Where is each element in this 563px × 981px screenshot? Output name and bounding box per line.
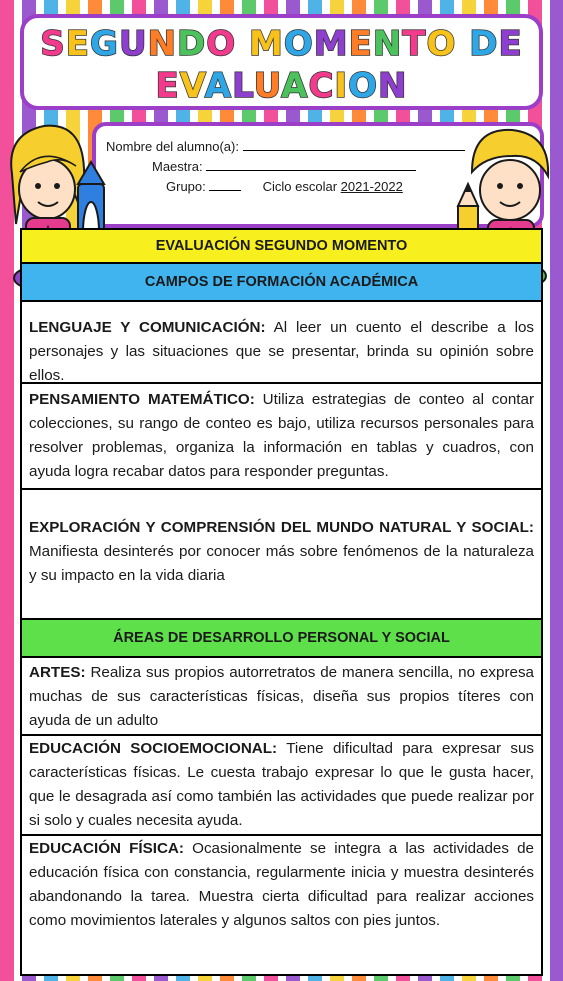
field-text: Al leer un cuento el describe a los personajes y las situaciones que se presentar, brinda su opinión sobre ellos. — [29, 319, 534, 384]
personal-area-socioemotional — [22, 736, 541, 836]
field-label: EXPLORACIÓN Y COMPRENSIÓN DEL MUNDO NATURAL Y SOCIAL: — [29, 519, 534, 536]
name-field[interactable] — [243, 138, 465, 151]
area-label: ARTES: — [29, 664, 86, 681]
teacher-field[interactable] — [206, 158, 416, 171]
cycle-label: Ciclo escolar — [262, 179, 338, 194]
academic-field-exploration — [22, 490, 541, 620]
title-line-1: SEGUNDO MOMENTO DE — [40, 24, 523, 64]
evaluation-card — [20, 228, 543, 976]
personal-area-arts — [22, 658, 541, 736]
cycle-value: 2021-2022 — [340, 179, 403, 194]
field-text: Manifiesta desinterés por conocer más sobre fenómenos de la naturaleza y su impacto en la vida diaria — [29, 543, 534, 584]
area-label: EDUCACIÓN SOCIOEMOCIONAL: — [29, 740, 278, 757]
teacher-label: Maestra: — [152, 159, 203, 174]
field-text: Utiliza estrategias de conteo al contar colecciones, su rango de conteo es bajo, utiliza recursos personales para resolver problemas, organiza la información en tablas y cuadros, con ayuda logra recabar datos para responder preguntas. — [29, 391, 535, 480]
name-label: Nombre del alumno(a): — [106, 139, 239, 154]
field-label: LENGUAJE Y COMUNICACIÓN: — [29, 319, 266, 336]
evaluation-header: EVALUACIÓN SEGUNDO MOMENTO — [22, 230, 541, 264]
personal-area-physical — [22, 836, 541, 937]
title-banner — [20, 14, 543, 110]
group-label: Grupo: — [166, 179, 206, 194]
personal-header: ÁREAS DE DESARROLLO PERSONAL Y SOCIAL — [22, 620, 541, 658]
group-field[interactable] — [209, 178, 241, 191]
area-text: Ocasionalmente se integra a las actividades de educación física con constancia, regularmente inicia y muestra desinterés abandonando la tarea. Muestra cierta dificultad para realizar acciones como movimientos laterales y algunos saltos con pies juntos. — [29, 840, 534, 929]
field-label: PENSAMIENTO MATEMÁTICO: — [29, 391, 255, 408]
title-line-2: EVALUACION — [155, 66, 408, 106]
academic-field-math — [22, 384, 541, 490]
area-text: Tiene dificultad para expresar sus características físicas. Le cuesta trabajo expresar lo que le gusta hacer, que le desagrada así como también las actividades que puede realizar por si solo y cuales necesita ayuda. — [29, 740, 535, 829]
academic-field-language — [22, 302, 541, 384]
area-text: Realiza sus propios autorretratos de manera sencilla, no expresa muchas de sus características físicas, diseña sus propios títeres con ayuda de un adulto — [29, 664, 534, 729]
academic-header: CAMPOS DE FORMACIÓN ACADÉMICA — [22, 264, 541, 302]
area-label: EDUCACIÓN FÍSICA: — [29, 840, 184, 857]
